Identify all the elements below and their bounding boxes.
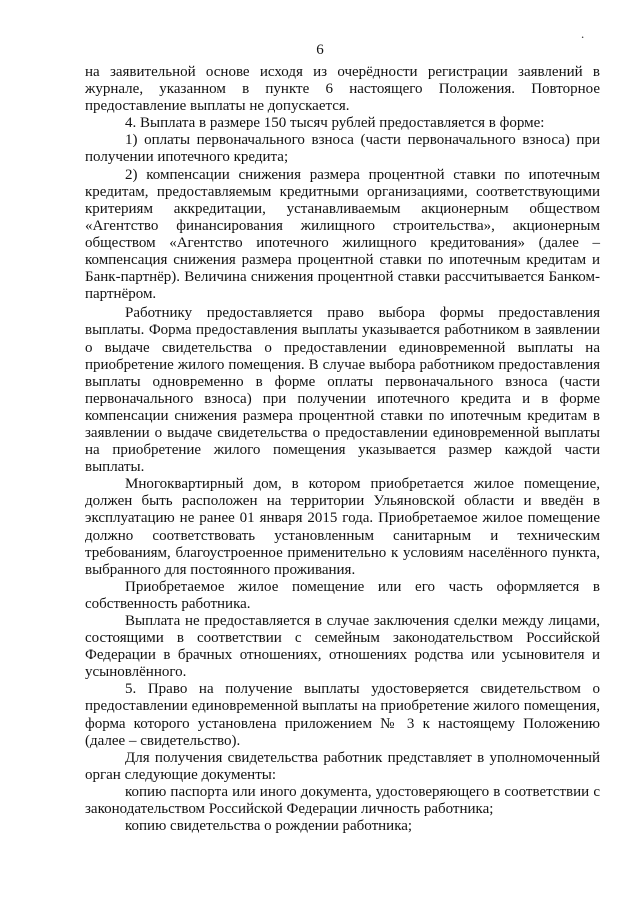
page-number: 6: [316, 42, 324, 58]
paragraph-exclusion: Выплата не предоставляется в случае заключения сделки между лицами, состоящими в соответствии с семейным законодательством Российской Федерации в брачных отношениях, отношениях родства или усыновителя и усыновлённого.: [85, 613, 600, 681]
paragraph-passport-copy: копию паспорта или иного документа, удостоверяющего в соответствии с законодательством Российской Федерации личность работника;: [85, 783, 600, 818]
paragraph-continuation: на заявительной основе исходя из очерёдности регистрации заявлений в журнале, указанном в пункте 6 настоящего Положения. Повторное предоставление выплаты не допускается.: [85, 64, 600, 115]
paragraph-ownership: Приобретаемое жилое помещение или его часть оформляется в собственность работника.: [85, 578, 600, 612]
paragraph-payment-form-choice: Работнику предоставляется право выбора формы предоставления выплаты. Форма предоставления выплаты указывается работником в заявлении о выдаче свидетельства о предоставлении единовременной выплаты на приобретение жилого помещения. В случае выбора работником предоставления выплаты одновременно в форме оплаты первоначального взноса (части первоначального взноса) при получении ипотечного кредита и в форме компенсации снижения размера процентной ставки по ипотечным кредитам в заявлении о выдаче свидетельства о предоставлении единовременной выплаты на приобретение жилого помещения указывается размер каждой части выплаты.: [85, 305, 600, 476]
paragraph-birth-certificate-copy: копию свидетельства о рождении работника;: [125, 818, 413, 835]
paragraph-documents-intro: Для получения свидетельства работник представляет в уполномоченный орган следующие документы:: [85, 749, 600, 783]
paragraph-apartment-building: Многоквартирный дом, в котором приобретается жилое помещение, должен быть расположен на территории Ульяновской области и введён в эксплуатацию не ранее 01 января 2015 года. Приобретаемое жилое помещение должно соответствовать установленным санитарным и техническим требованиям, благоустроенное применительно к условиям населённого пункта, выбранного для постоянного проживания.: [85, 476, 600, 578]
document-body: [85, 64, 600, 835]
paragraph-item-5: 5. Право на получение выплаты удостоверяется свидетельством о предоставлении единовременной выплаты на приобретение жилого помещения, форма которого установлена приложением № 3 к настоящему Положению (далее – свидетельство).: [85, 681, 600, 749]
corner-mark: .: [581, 26, 585, 41]
paragraph-subitem-1: 1) оплаты первоначального взноса (части первоначального взноса) при получении ипотечного кредита;: [85, 132, 600, 166]
paragraph-item-4: 4. Выплата в размере 150 тысяч рублей предоставляется в форме:: [125, 115, 545, 132]
paragraph-subitem-2: 2) компенсации снижения размера процентной ставки по ипотечным кредитам, предоставляемым кредитными организациями, соответствующими критериям аккредитации, устанавливаемым акционерным обществом «Агентство финансирования жилищного строительства», акционерным обществом «Агентство ипотечного жилищного кредитования» (далее – компенсация снижения размера процентной ставки по ипотечным кредитам и Банк-партнёр). Величина снижения процентной ставки рассчитывается Банком-партнёром.: [85, 166, 600, 303]
